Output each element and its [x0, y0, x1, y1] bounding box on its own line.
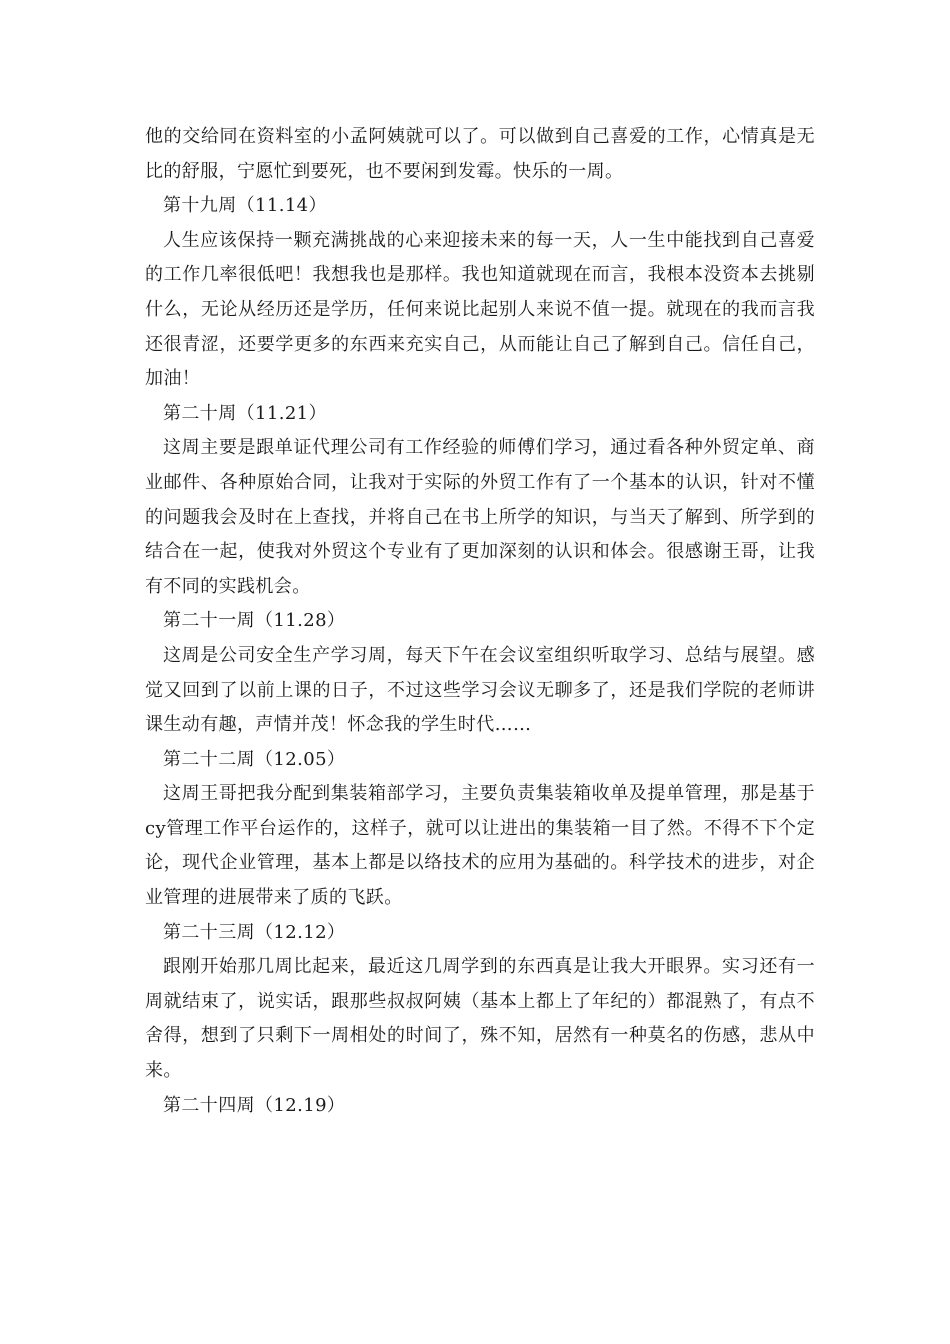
- week-22-heading: 第二十二周（12.05）: [163, 748, 346, 770]
- week-23-heading: 第二十三周（12.12）: [163, 921, 346, 943]
- week-19-heading: 第十九周（11.14）: [163, 195, 327, 217]
- week-21-heading: 第二十一周（11.28）: [163, 610, 346, 632]
- week-20-paragraph: 这周主要是跟单证代理公司有工作经验的师傅们学习，通过看各种外贸定单、商业邮件、各种原始合同，让我对于实际的外贸工作有了一个基本的认识，针对不懂的问题我会及时在上查找，并将自己在书上所学的知识，与当天了解到、所学到的结合在一起，使我对外贸这个专业有了更加深刻的认识和体会。很感谢王哥，让我有不同的实践机会。: [145, 437, 815, 597]
- week-19-paragraph: 人生应该保持一颗充满挑战的心来迎接未来的每一天，人一生中能找到自己喜爱的工作几率很低吧！我想我也是那样。我也知道就现在而言，我根本没资本去挑剔什么，无论从经历还是学历，任何来说比起别人来说不值一提。就现在的我而言我还很青涩，还要学更多的东西来充实自己，从而能让自己了解到自己。信任自己，加油！: [145, 229, 815, 390]
- week-23-paragraph: 跟刚开始那几周比起来，最近这几周学到的东西真是让我大开眼界。实习还有一周就结束了，说实话，跟那些叔叔阿姨（基本上都上了年纪的）都混熟了，有点不舍得，想到了只剩下一周相处的时间了，殊不知，居然有一种莫名的伤感，悲从中来。: [145, 956, 815, 1082]
- week-24-heading: 第二十四周（12.19）: [163, 1094, 346, 1116]
- week-21-paragraph: 这周是公司安全生产学习周，每天下午在会议室组织听取学习、总结与展望。感觉又回到了以前上课的日子，不过这些学习会议无聊多了，还是我们学院的老师讲课生动有趣，声情并茂！怀念我的学生时代……: [145, 644, 815, 736]
- document-body: [145, 120, 815, 1123]
- week-20-heading: 第二十周（11.21）: [163, 402, 327, 424]
- week-22-paragraph: 这周王哥把我分配到集装箱部学习，主要负责集装箱收单及提单管理，那是基于cy管理工作平台运作的，这样子，就可以让进出的集装箱一目了然。不得不下个定论，现代企业管理，基本上都是以络技术的应用为基础的。科学技术的进步，对企业管理的进展带来了质的飞跃。: [145, 783, 815, 909]
- paragraph-continuation: 他的交给同在资料室的小孟阿姨就可以了。可以做到自己喜爱的工作，心情真是无比的舒服，宁愿忙到要死，也不要闲到发霉。快乐的一周。: [145, 126, 815, 182]
